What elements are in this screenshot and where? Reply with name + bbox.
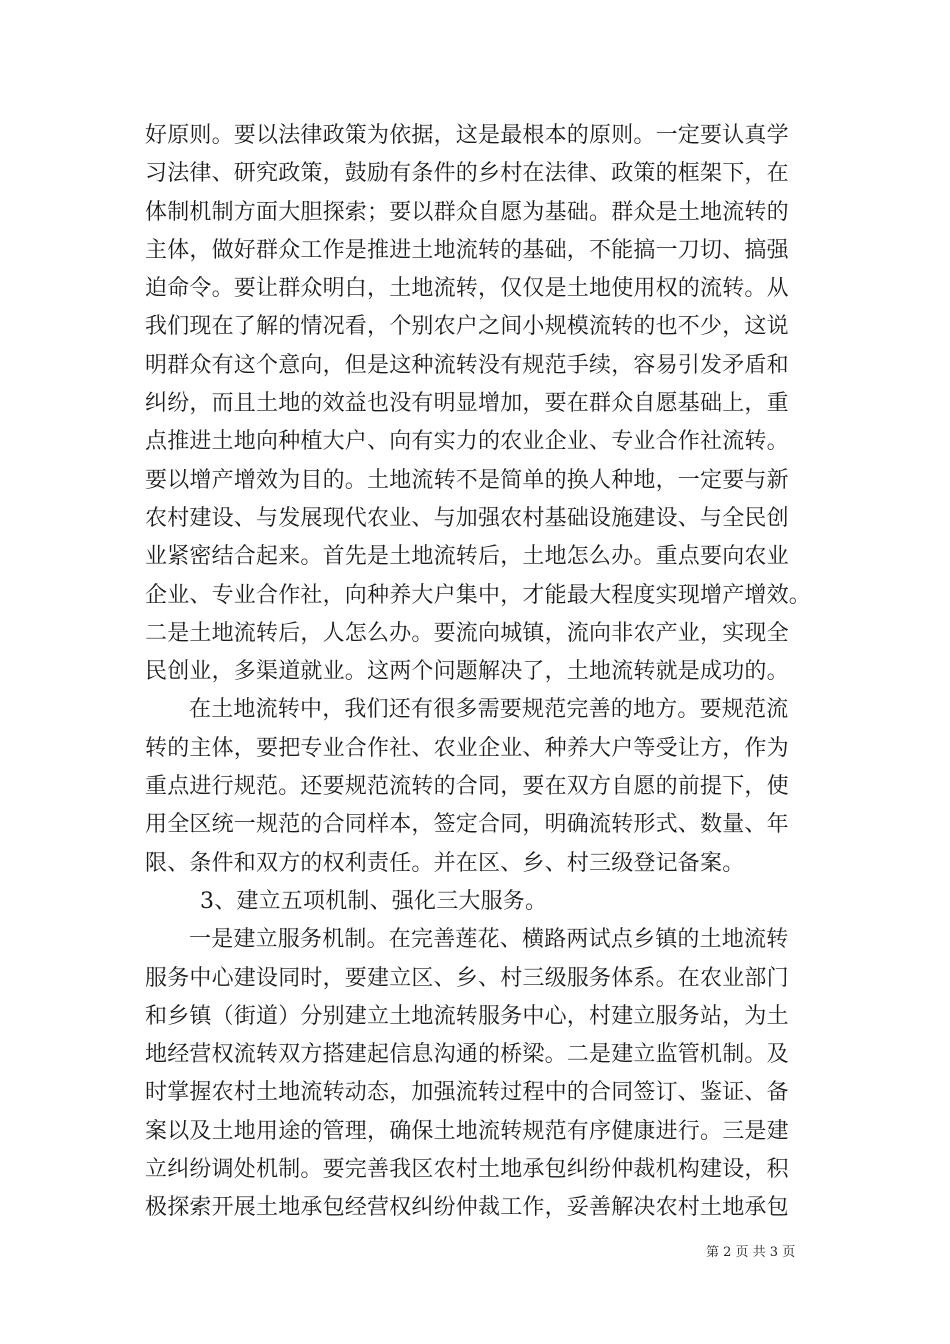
text-line: 企业、专业合作社，向种养大户集中，才能最大程度实现增产增效。 (145, 582, 812, 608)
text-line: 我们现在了解的情况看，个别农户之间小规模流转的也不少，这说 (145, 314, 789, 340)
text-line: 民创业，多渠道就业。这两个问题解决了，土地流转就是成功的。 (145, 659, 789, 685)
text-line: 极探索开展土地承包经营权纠纷仲裁工作，妥善解决农村土地承包 (145, 1195, 789, 1221)
text-line: 纠纷，而且土地的效益也没有明显增加，要在群众自愿基础上，重 (145, 391, 789, 417)
text-line: 点推进土地向种植大户、向有实力的农业企业、专业合作社流转。 (145, 429, 789, 455)
text-line: 主体，做好群众工作是推进土地流转的基础，不能搞一刀切、搞强 (145, 237, 789, 263)
text-line: 迫命令。要让群众明白，土地流转，仅仅是土地使用权的流转。从 (145, 276, 789, 302)
text-line: 用全区统一规范的合同样本，签定合同，明确流转形式、数量、年 (145, 812, 789, 838)
text-line: 案以及土地用途的管理，确保土地流转规范有序健康进行。三是建 (145, 1118, 789, 1144)
text-line: 和乡镇（街道）分别建立土地流转服务中心，村建立服务站，为土 (145, 1003, 789, 1029)
text-line: 重点进行规范。还要规范流转的合同，要在双方自愿的前提下，使 (145, 774, 789, 800)
text-line: 限、条件和双方的权利责任。并在区、乡、村三级登记备案。 (145, 850, 745, 876)
text-line: 要以增产增效为目的。土地流转不是简单的换人种地，一定要与新 (145, 467, 789, 493)
text-line: 地经营权流转双方搭建起信息沟通的桥梁。二是建立监管机制。及 (145, 1042, 789, 1068)
text-line: 农村建设、与发展现代农业、与加强农村基础设施建设、与全民创 (145, 505, 789, 531)
document-body (145, 117, 810, 1228)
text-line: 服务中心建设同时，要建立区、乡、村三级服务体系。在农业部门 (145, 965, 789, 991)
text-line: 明群众有这个意向，但是这种流转没有规范手续，容易引发矛盾和 (145, 352, 789, 378)
text-line: 体制机制方面大胆探索；要以群众自愿为基础。群众是土地流转的 (145, 199, 789, 225)
text-line: 立纠纷调处机制。要完善我区农村土地承包纠纷仲裁机构建设，积 (145, 1157, 789, 1183)
paragraph-start-line: 一是建立服务机制。在完善莲花、横路两试点乡镇的土地流转 (189, 927, 789, 953)
page-number-footer: 第 2 页 共 3 页 (706, 1245, 796, 1260)
text-line: 业紧密结合起来。首先是土地流转后，土地怎么办。重点要向农业 (145, 544, 789, 570)
text-line: 时掌握农村土地流转动态，加强流转过程中的合同签订、鉴证、备 (145, 1080, 789, 1106)
text-line: 转的主体，要把专业合作社、农业企业、种养大户等受让方，作为 (145, 735, 789, 761)
section-heading: 3、建立五项机制、强化三大服务。 (200, 888, 548, 914)
text-line: 二是土地流转后，人怎么办。要流向城镇，流向非农产业，实现全 (145, 620, 789, 646)
text-line: 习法律、研究政策，鼓励有条件的乡村在法律、政策的框架下，在 (145, 161, 789, 187)
text-line: 好原则。要以法律政策为依据，这是最根本的原则。一定要认真学 (145, 123, 789, 148)
paragraph-start-line: 在土地流转中，我们还有很多需要规范完善的地方。要规范流 (189, 697, 789, 723)
